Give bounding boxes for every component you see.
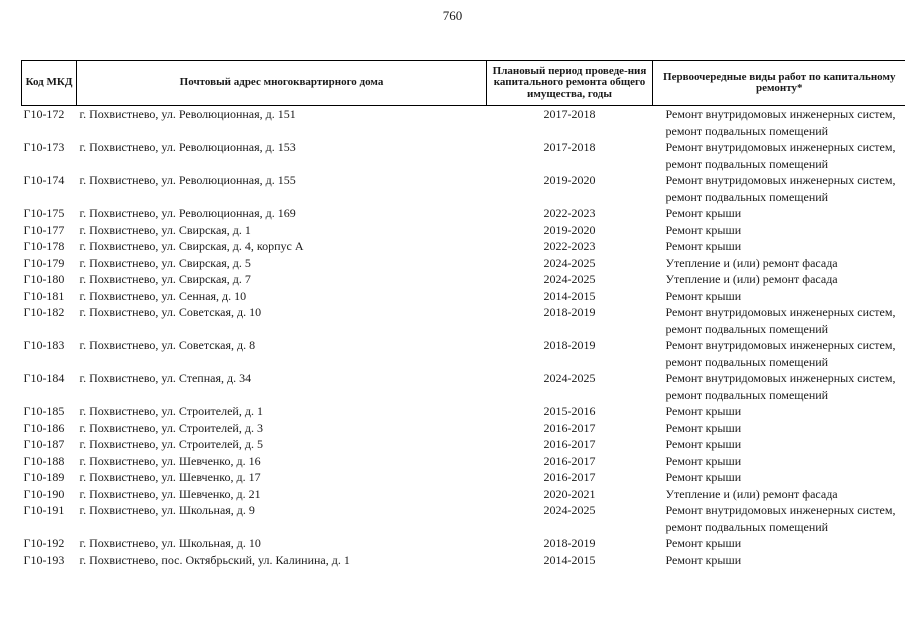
row-address: г. Похвистнево, ул. Строителей, д. 1: [79, 404, 263, 418]
row-works: [653, 502, 905, 535]
row-period: 2016-2017: [543, 453, 596, 468]
row-period: 2016-2017: [543, 420, 596, 435]
row-works: [653, 535, 905, 552]
work-line: ремонт подвальных помещений: [665, 321, 829, 336]
row-address: г. Похвистнево, ул. Свирская, д. 4, корпус А: [79, 239, 304, 253]
table-row: [22, 205, 905, 222]
row-address: г. Похвистнево, ул. Свирская, д. 7: [79, 272, 251, 286]
table-row: [22, 370, 905, 403]
row-code: Г10-181: [23, 288, 65, 303]
row-code: Г10-190: [23, 486, 65, 501]
repair-schedule-table: [21, 60, 905, 568]
table-row: [22, 502, 905, 535]
row-period: 2014-2015: [543, 552, 596, 567]
table-row: [22, 139, 905, 172]
row-code: Г10-185: [23, 404, 65, 418]
row-works: [653, 420, 905, 437]
row-works: [653, 337, 905, 370]
row-period: 2020-2021: [543, 486, 596, 501]
row-code: Г10-182: [23, 305, 65, 319]
row-code: Г10-178: [23, 239, 65, 253]
work-line: ремонт подвальных помещений: [665, 354, 829, 369]
row-works: [653, 552, 905, 569]
row-code: Г10-188: [23, 453, 65, 468]
header-row: [22, 61, 905, 106]
row-address: г. Похвистнево, ул. Революционная, д. 151: [79, 107, 296, 121]
row-address: г. Похвистнево, ул. Советская, д. 8: [79, 338, 256, 352]
row-period: 2018-2019: [543, 305, 596, 319]
table-row: [22, 337, 905, 370]
row-period: 2017-2018: [543, 107, 596, 121]
row-works: [653, 288, 905, 305]
work-line: Ремонт крыши: [665, 404, 742, 418]
row-code: Г10-192: [23, 536, 65, 550]
row-period: 2017-2018: [543, 140, 596, 154]
work-line: ремонт подвальных помещений: [665, 189, 829, 204]
work-line: Ремонт крыши: [665, 437, 742, 451]
table-row: [22, 222, 905, 239]
table-row: [22, 304, 905, 337]
table-row: [22, 288, 905, 305]
table-row: [22, 469, 905, 486]
table-row: [22, 486, 905, 503]
work-line: Ремонт крыши: [665, 288, 742, 303]
row-code: Г10-187: [23, 437, 65, 451]
row-works: [653, 222, 905, 239]
row-code: Г10-186: [23, 420, 65, 435]
row-period: 2024-2025: [543, 503, 596, 517]
work-line: Ремонт внутридомовых инженерных систем,: [665, 140, 896, 154]
row-code: Г10-180: [23, 272, 65, 286]
row-code: Г10-173: [23, 140, 65, 154]
row-address: г. Похвистнево, ул. Свирская, д. 1: [79, 222, 251, 237]
row-works: [653, 453, 905, 470]
row-period: 2016-2017: [543, 437, 596, 451]
row-period: 2019-2020: [543, 222, 596, 237]
row-code: Г10-193: [23, 552, 65, 567]
row-works: [653, 486, 905, 503]
row-period: 2018-2019: [543, 338, 596, 352]
work-line: Ремонт внутридомовых инженерных систем,: [665, 173, 896, 187]
work-line: Ремонт внутридомовых инженерных систем,: [665, 107, 896, 121]
row-address: г. Похвистнево, ул. Степная, д. 34: [79, 371, 252, 385]
work-line: Утепление и (или) ремонт фасада: [665, 486, 838, 501]
row-address: г. Похвистнево, пос. Октябрьский, ул. Калинина, д. 1: [79, 552, 350, 567]
table-body: [22, 106, 905, 569]
work-line: Ремонт крыши: [665, 552, 742, 567]
work-line: Утепление и (или) ремонт фасада: [665, 255, 838, 270]
row-address: г. Похвистнево, ул. Строителей, д. 3: [79, 420, 263, 435]
row-code: Г10-175: [23, 206, 65, 220]
table-row: [22, 172, 905, 205]
row-works: [653, 106, 905, 140]
row-works: [653, 255, 905, 272]
table-row: [22, 552, 905, 569]
work-line: Ремонт крыши: [665, 239, 742, 253]
row-code: Г10-183: [23, 338, 65, 352]
table-row: [22, 403, 905, 420]
row-address: г. Похвистнево, ул. Революционная, д. 169: [79, 206, 296, 220]
row-address: г. Похвистнево, ул. Свирская, д. 5: [79, 255, 251, 270]
work-line: Ремонт крыши: [665, 206, 742, 220]
work-line: Ремонт внутридомовых инженерных систем,: [665, 338, 896, 352]
table-row: [22, 453, 905, 470]
work-line: ремонт подвальных помещений: [665, 519, 829, 534]
work-line: Ремонт крыши: [665, 420, 742, 435]
row-code: Г10-184: [23, 371, 65, 385]
row-code: Г10-174: [23, 173, 65, 187]
row-period: 2018-2019: [543, 536, 596, 550]
row-period: 2014-2015: [543, 288, 596, 303]
header-code: Код МКД: [22, 61, 77, 106]
row-works: [653, 469, 905, 486]
row-address: г. Похвистнево, ул. Шевченко, д. 17: [79, 470, 261, 484]
work-line: Ремонт крыши: [665, 470, 742, 484]
row-period: 2022-2023: [543, 239, 596, 253]
row-period: 2015-2016: [543, 404, 596, 418]
work-line: Ремонт крыши: [665, 222, 742, 237]
row-code: Г10-189: [23, 470, 65, 484]
row-address: г. Похвистнево, ул. Революционная, д. 155: [79, 173, 296, 187]
row-works: [653, 370, 905, 403]
table-row: [22, 420, 905, 437]
table-row: [22, 106, 905, 140]
row-works: [653, 205, 905, 222]
row-works: [653, 403, 905, 420]
work-line: ремонт подвальных помещений: [665, 123, 829, 138]
row-address: г. Похвистнево, ул. Шевченко, д. 16: [79, 453, 261, 468]
table-row: [22, 436, 905, 453]
row-works: [653, 238, 905, 255]
row-address: г. Похвистнево, ул. Революционная, д. 153: [79, 140, 296, 154]
row-period: 2024-2025: [543, 255, 596, 270]
table-row: [22, 535, 905, 552]
row-works: [653, 172, 905, 205]
row-period: 2022-2023: [543, 206, 596, 220]
work-line: Ремонт крыши: [665, 453, 742, 468]
work-line: ремонт подвальных помещений: [665, 387, 829, 402]
table-row: [22, 271, 905, 288]
row-works: [653, 304, 905, 337]
work-line: Ремонт внутридомовых инженерных систем,: [665, 305, 896, 319]
row-works: [653, 271, 905, 288]
table-header: [22, 61, 905, 106]
work-line: Ремонт внутридомовых инженерных систем,: [665, 371, 896, 385]
table-row: [22, 255, 905, 272]
row-period: 2016-2017: [543, 470, 596, 484]
row-code: Г10-191: [23, 503, 65, 517]
row-address: г. Похвистнево, ул. Строителей, д. 5: [79, 437, 263, 451]
table-row: [22, 238, 905, 255]
row-code: Г10-172: [23, 107, 65, 121]
row-code: Г10-179: [23, 255, 65, 270]
row-period: 2024-2025: [543, 272, 596, 286]
row-code: Г10-177: [23, 222, 65, 237]
row-works: [653, 436, 905, 453]
row-address: г. Похвистнево, ул. Советская, д. 10: [79, 305, 262, 319]
work-line: Утепление и (или) ремонт фасада: [665, 272, 838, 286]
row-address: г. Похвистнево, ул. Школьная, д. 9: [79, 503, 255, 517]
row-works: [653, 139, 905, 172]
header-address: Почтовый адрес многоквартирного дома: [77, 61, 487, 106]
page-number: 760: [442, 8, 463, 23]
row-address: г. Похвистнево, ул. Шевченко, д. 21: [79, 486, 261, 501]
work-line: Ремонт внутридомовых инженерных систем,: [665, 503, 896, 517]
row-address: г. Похвистнево, ул. Сенная, д. 10: [79, 288, 247, 303]
row-address: г. Похвистнево, ул. Школьная, д. 10: [79, 536, 261, 550]
header-period: Плановый период проведе-ния капитального ремонта общего имущества, годы: [487, 61, 653, 106]
work-line: ремонт подвальных помещений: [665, 156, 829, 171]
row-period: 2024-2025: [543, 371, 596, 385]
row-period: 2019-2020: [543, 173, 596, 187]
work-line: Ремонт крыши: [665, 536, 742, 550]
header-works: Первоочередные виды работ по капитальному ремонту*: [653, 61, 905, 106]
